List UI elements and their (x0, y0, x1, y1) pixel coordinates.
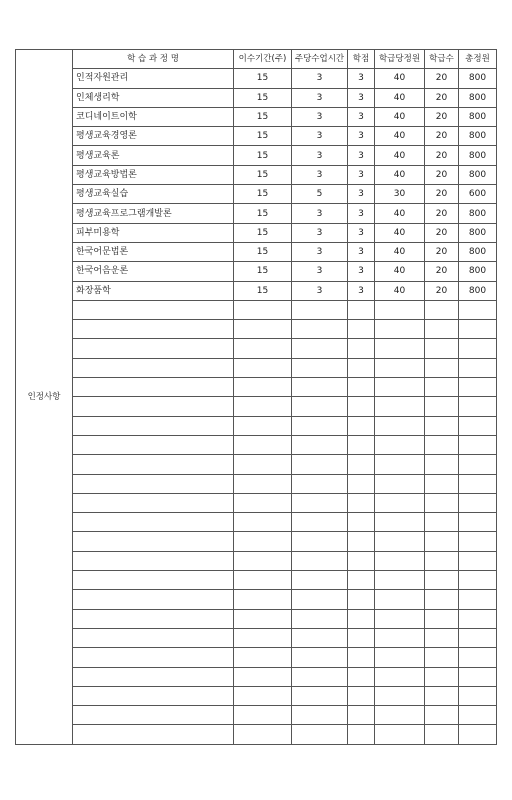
empty-cell (73, 532, 234, 551)
empty-row (16, 590, 497, 609)
empty-cell (234, 648, 292, 667)
empty-cell (459, 706, 497, 725)
empty-cell (234, 609, 292, 628)
course-value: 15 (234, 185, 292, 204)
column-header: 총정원 (459, 50, 497, 69)
empty-cell (292, 551, 348, 570)
empty-cell (292, 397, 348, 416)
empty-row (16, 358, 497, 377)
course-value: 20 (425, 204, 459, 223)
course-value: 15 (234, 281, 292, 300)
empty-cell (73, 397, 234, 416)
empty-cell (292, 300, 348, 319)
course-value: 20 (425, 146, 459, 165)
empty-cell (459, 397, 497, 416)
empty-cell (348, 300, 375, 319)
empty-cell (348, 725, 375, 744)
empty-row (16, 435, 497, 454)
empty-row (16, 493, 497, 512)
course-value: 800 (459, 262, 497, 281)
empty-cell (375, 686, 425, 705)
empty-cell (375, 725, 425, 744)
empty-cell (292, 358, 348, 377)
course-value: 3 (348, 127, 375, 146)
empty-cell (459, 378, 497, 397)
empty-cell (292, 628, 348, 647)
course-name: 화장품학 (73, 281, 234, 300)
course-value: 800 (459, 69, 497, 88)
empty-cell (292, 435, 348, 454)
empty-cell (425, 667, 459, 686)
course-value: 3 (348, 223, 375, 242)
course-value: 20 (425, 88, 459, 107)
empty-row (16, 339, 497, 358)
empty-cell (292, 474, 348, 493)
course-value: 3 (348, 185, 375, 204)
empty-cell (425, 435, 459, 454)
empty-row (16, 416, 497, 435)
empty-cell (234, 455, 292, 474)
empty-cell (425, 455, 459, 474)
empty-row (16, 725, 497, 744)
empty-cell (292, 378, 348, 397)
course-value: 3 (292, 127, 348, 146)
empty-cell (459, 648, 497, 667)
empty-cell (375, 551, 425, 570)
empty-cell (459, 609, 497, 628)
empty-cell (234, 378, 292, 397)
course-value: 15 (234, 107, 292, 126)
course-name: 평생교육경영론 (73, 127, 234, 146)
empty-cell (375, 609, 425, 628)
column-header: 학급당정원 (375, 50, 425, 69)
course-row (16, 262, 497, 281)
empty-cell (234, 416, 292, 435)
course-value: 3 (348, 204, 375, 223)
course-row (16, 107, 497, 126)
empty-row (16, 648, 497, 667)
course-value: 40 (375, 146, 425, 165)
course-value: 40 (375, 223, 425, 242)
course-name: 피부미용학 (73, 223, 234, 242)
course-value: 40 (375, 242, 425, 261)
empty-row (16, 320, 497, 339)
empty-cell (375, 320, 425, 339)
course-value: 40 (375, 262, 425, 281)
course-value: 3 (348, 107, 375, 126)
empty-cell (459, 532, 497, 551)
empty-row (16, 706, 497, 725)
empty-cell (234, 686, 292, 705)
empty-row (16, 300, 497, 319)
empty-cell (375, 455, 425, 474)
course-value: 20 (425, 242, 459, 261)
course-value: 20 (425, 185, 459, 204)
course-name: 평생교육론 (73, 146, 234, 165)
course-value: 15 (234, 127, 292, 146)
course-name: 평생교육방법론 (73, 165, 234, 184)
empty-cell (73, 513, 234, 532)
course-value: 15 (234, 223, 292, 242)
course-row (16, 146, 497, 165)
empty-cell (459, 339, 497, 358)
empty-cell (375, 493, 425, 512)
empty-cell (375, 590, 425, 609)
empty-cell (73, 686, 234, 705)
empty-row (16, 397, 497, 416)
empty-cell (459, 628, 497, 647)
course-value: 3 (348, 165, 375, 184)
course-value: 20 (425, 223, 459, 242)
section-label: 인정사항 (16, 50, 73, 745)
course-value: 20 (425, 165, 459, 184)
empty-cell (375, 416, 425, 435)
empty-cell (292, 590, 348, 609)
empty-cell (425, 648, 459, 667)
course-value: 800 (459, 223, 497, 242)
empty-cell (375, 667, 425, 686)
course-row (16, 185, 497, 204)
empty-cell (459, 455, 497, 474)
course-value: 40 (375, 204, 425, 223)
empty-cell (73, 378, 234, 397)
course-row (16, 223, 497, 242)
empty-cell (234, 493, 292, 512)
course-value: 3 (348, 88, 375, 107)
empty-cell (234, 725, 292, 744)
empty-cell (425, 416, 459, 435)
empty-cell (234, 300, 292, 319)
header-row (16, 50, 497, 69)
course-value: 3 (292, 88, 348, 107)
empty-cell (459, 590, 497, 609)
empty-row (16, 532, 497, 551)
course-value: 800 (459, 127, 497, 146)
empty-cell (73, 551, 234, 570)
course-value: 40 (375, 127, 425, 146)
course-value: 3 (292, 107, 348, 126)
course-value: 15 (234, 262, 292, 281)
empty-cell (375, 435, 425, 454)
empty-cell (375, 706, 425, 725)
empty-cell (73, 590, 234, 609)
course-value: 3 (348, 281, 375, 300)
course-value: 3 (292, 262, 348, 281)
empty-cell (425, 532, 459, 551)
empty-cell (292, 706, 348, 725)
empty-cell (292, 725, 348, 744)
course-value: 800 (459, 242, 497, 261)
column-header: 학점 (348, 50, 375, 69)
empty-cell (234, 339, 292, 358)
empty-cell (425, 590, 459, 609)
empty-cell (348, 358, 375, 377)
course-value: 3 (292, 165, 348, 184)
empty-cell (73, 609, 234, 628)
empty-cell (73, 474, 234, 493)
empty-cell (73, 300, 234, 319)
empty-cell (73, 435, 234, 454)
empty-row (16, 513, 497, 532)
course-value: 800 (459, 165, 497, 184)
empty-cell (459, 513, 497, 532)
empty-cell (292, 609, 348, 628)
empty-cell (425, 397, 459, 416)
course-value: 3 (348, 262, 375, 281)
empty-cell (425, 725, 459, 744)
empty-cell (425, 686, 459, 705)
course-value: 3 (292, 204, 348, 223)
empty-cell (292, 667, 348, 686)
course-row (16, 127, 497, 146)
empty-cell (348, 416, 375, 435)
course-value: 3 (292, 146, 348, 165)
empty-cell (348, 571, 375, 590)
empty-cell (348, 378, 375, 397)
empty-row (16, 609, 497, 628)
empty-cell (234, 320, 292, 339)
empty-cell (375, 571, 425, 590)
empty-cell (348, 474, 375, 493)
empty-row (16, 378, 497, 397)
column-header: 주당수업시간 (292, 50, 348, 69)
empty-cell (348, 320, 375, 339)
empty-cell (292, 339, 348, 358)
empty-cell (375, 648, 425, 667)
empty-cell (348, 435, 375, 454)
course-value: 3 (292, 69, 348, 88)
empty-cell (425, 513, 459, 532)
empty-cell (375, 513, 425, 532)
course-row (16, 242, 497, 261)
course-value: 40 (375, 107, 425, 126)
course-value: 15 (234, 165, 292, 184)
course-name: 한국어문법론 (73, 242, 234, 261)
empty-cell (348, 706, 375, 725)
empty-cell (292, 320, 348, 339)
column-header: 학 습 과 정 명 (73, 50, 234, 69)
empty-cell (73, 455, 234, 474)
empty-cell (425, 551, 459, 570)
empty-cell (459, 667, 497, 686)
course-table (15, 49, 497, 745)
empty-cell (73, 339, 234, 358)
empty-cell (375, 378, 425, 397)
course-name: 인체생리학 (73, 88, 234, 107)
empty-cell (348, 686, 375, 705)
empty-cell (459, 474, 497, 493)
course-value: 40 (375, 165, 425, 184)
course-name: 코디네이트이학 (73, 107, 234, 126)
course-value: 800 (459, 146, 497, 165)
course-value: 800 (459, 88, 497, 107)
empty-cell (348, 667, 375, 686)
empty-cell (234, 590, 292, 609)
course-value: 15 (234, 146, 292, 165)
course-name: 평생교육실습 (73, 185, 234, 204)
course-value: 3 (292, 223, 348, 242)
empty-cell (73, 571, 234, 590)
course-value: 40 (375, 281, 425, 300)
empty-cell (348, 648, 375, 667)
empty-cell (348, 609, 375, 628)
course-value: 20 (425, 262, 459, 281)
empty-cell (425, 628, 459, 647)
course-value: 20 (425, 107, 459, 126)
course-value: 30 (375, 185, 425, 204)
course-row (16, 204, 497, 223)
empty-cell (459, 725, 497, 744)
empty-cell (375, 474, 425, 493)
empty-cell (234, 532, 292, 551)
empty-cell (348, 513, 375, 532)
course-value: 40 (375, 69, 425, 88)
course-value: 5 (292, 185, 348, 204)
column-header: 학급수 (425, 50, 459, 69)
empty-cell (459, 300, 497, 319)
empty-row (16, 551, 497, 570)
empty-cell (292, 416, 348, 435)
empty-cell (375, 397, 425, 416)
empty-cell (459, 416, 497, 435)
empty-cell (73, 493, 234, 512)
empty-cell (425, 358, 459, 377)
empty-cell (234, 667, 292, 686)
empty-cell (292, 493, 348, 512)
empty-cell (73, 358, 234, 377)
empty-cell (459, 358, 497, 377)
empty-row (16, 455, 497, 474)
empty-row (16, 571, 497, 590)
empty-cell (348, 532, 375, 551)
empty-cell (348, 628, 375, 647)
course-value: 800 (459, 107, 497, 126)
empty-cell (234, 706, 292, 725)
empty-cell (292, 513, 348, 532)
course-value: 800 (459, 281, 497, 300)
empty-cell (234, 551, 292, 570)
course-value: 600 (459, 185, 497, 204)
empty-cell (425, 609, 459, 628)
course-value: 20 (425, 127, 459, 146)
empty-cell (234, 513, 292, 532)
empty-cell (292, 532, 348, 551)
course-row (16, 165, 497, 184)
empty-cell (459, 551, 497, 570)
course-value: 15 (234, 242, 292, 261)
empty-cell (348, 397, 375, 416)
empty-cell (459, 686, 497, 705)
empty-cell (459, 320, 497, 339)
empty-cell (234, 571, 292, 590)
empty-cell (348, 339, 375, 358)
course-name: 평생교육프로그램개발론 (73, 204, 234, 223)
empty-cell (425, 706, 459, 725)
course-value: 15 (234, 88, 292, 107)
empty-cell (425, 339, 459, 358)
empty-cell (459, 435, 497, 454)
empty-cell (234, 358, 292, 377)
course-value: 800 (459, 204, 497, 223)
empty-cell (292, 686, 348, 705)
course-row (16, 69, 497, 88)
empty-cell (375, 339, 425, 358)
empty-cell (375, 358, 425, 377)
empty-row (16, 667, 497, 686)
empty-cell (425, 571, 459, 590)
empty-cell (425, 493, 459, 512)
empty-cell (73, 628, 234, 647)
empty-cell (375, 532, 425, 551)
empty-cell (425, 474, 459, 493)
course-value: 3 (292, 281, 348, 300)
empty-cell (73, 667, 234, 686)
course-value: 40 (375, 88, 425, 107)
empty-cell (292, 648, 348, 667)
empty-cell (348, 551, 375, 570)
empty-cell (425, 300, 459, 319)
column-header: 이수기간(주) (234, 50, 292, 69)
course-value: 15 (234, 204, 292, 223)
course-name: 한국어음운론 (73, 262, 234, 281)
empty-cell (73, 320, 234, 339)
empty-cell (348, 590, 375, 609)
empty-cell (234, 628, 292, 647)
empty-cell (234, 474, 292, 493)
empty-cell (459, 571, 497, 590)
empty-cell (375, 628, 425, 647)
empty-row (16, 686, 497, 705)
course-row (16, 88, 497, 107)
empty-cell (348, 455, 375, 474)
empty-cell (425, 378, 459, 397)
empty-row (16, 474, 497, 493)
empty-cell (73, 416, 234, 435)
course-value: 3 (348, 146, 375, 165)
empty-cell (234, 397, 292, 416)
empty-cell (292, 571, 348, 590)
course-value: 15 (234, 69, 292, 88)
course-value: 3 (292, 242, 348, 261)
empty-row (16, 628, 497, 647)
course-value: 20 (425, 281, 459, 300)
course-row (16, 281, 497, 300)
empty-cell (73, 648, 234, 667)
empty-cell (459, 493, 497, 512)
empty-cell (73, 725, 234, 744)
empty-cell (292, 455, 348, 474)
empty-cell (425, 320, 459, 339)
empty-cell (234, 435, 292, 454)
empty-cell (73, 706, 234, 725)
empty-cell (375, 300, 425, 319)
course-value: 3 (348, 69, 375, 88)
course-value: 3 (348, 242, 375, 261)
empty-cell (348, 493, 375, 512)
course-name: 인적자원관리 (73, 69, 234, 88)
course-value: 20 (425, 69, 459, 88)
